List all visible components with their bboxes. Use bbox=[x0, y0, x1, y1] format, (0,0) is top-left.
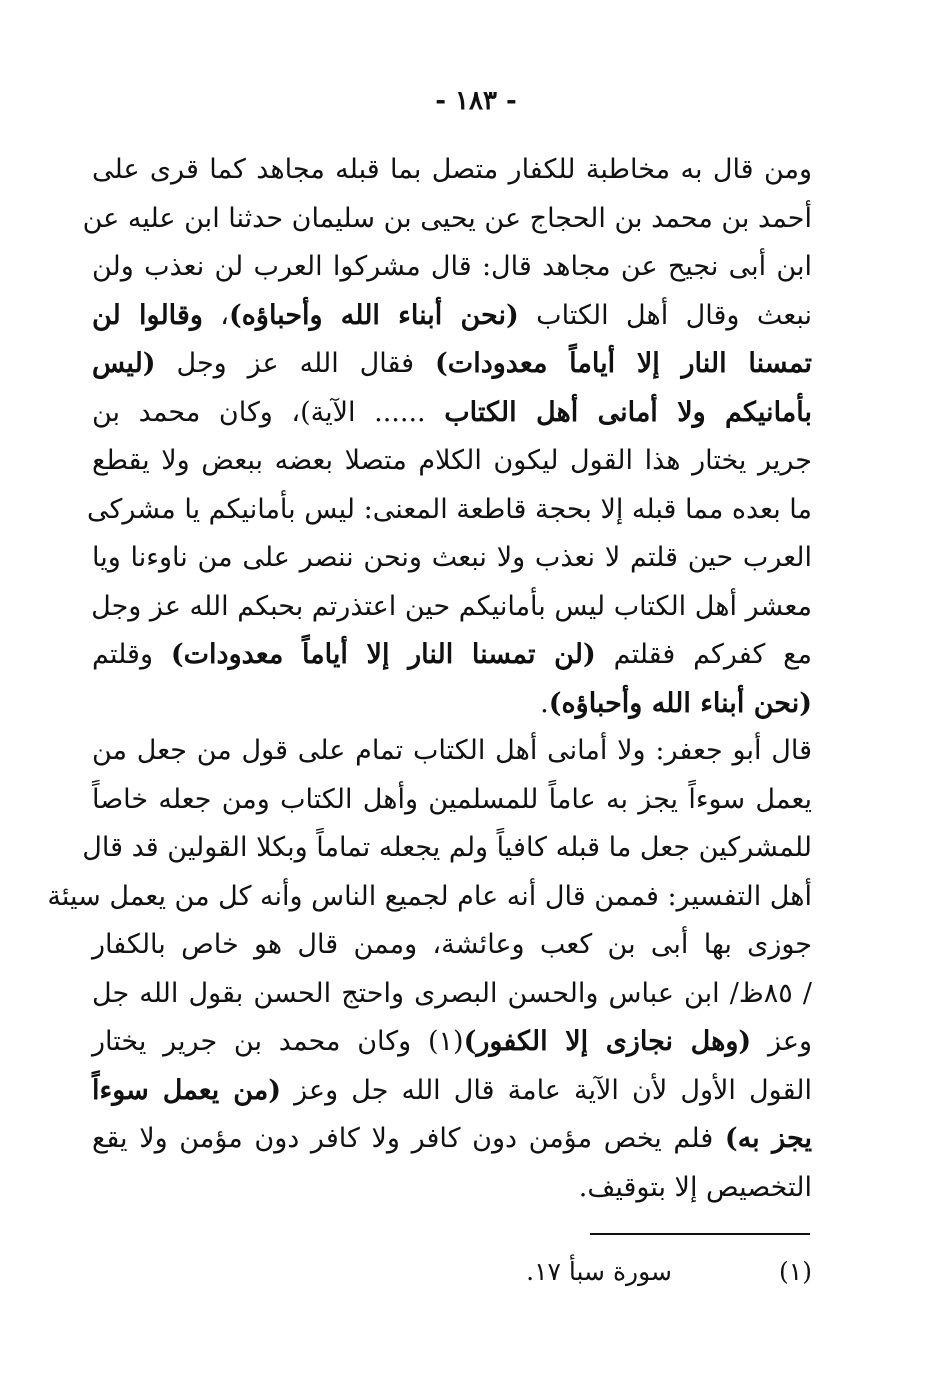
bold-quote-segment: (نحن أبناء الله وأحباؤه) bbox=[229, 299, 519, 331]
bold-quote-segment: بأمانيكم ولا أمانى أهل الكتاب bbox=[444, 396, 813, 428]
text-line bbox=[92, 437, 812, 486]
text-segment: أهل التفسير: فممن قال أنه عام لجميع الناس وأنه كل من يعمل سيئة bbox=[47, 880, 812, 912]
text-segment: ...... الآية)، وكان محمد بن bbox=[92, 396, 445, 428]
text-line bbox=[82, 824, 812, 873]
bold-quote-segment: يجز به) bbox=[724, 1123, 813, 1154]
footnote-number: (١) bbox=[779, 1257, 812, 1286]
bold-quote-segment: (وهل نجازى إلا الكفور) bbox=[463, 1026, 752, 1057]
bold-quote-segment: (من يعمل سوءاً bbox=[92, 1074, 282, 1106]
text-segment: التخصيص إلا بتوقيف. bbox=[578, 1171, 812, 1203]
text-line bbox=[92, 631, 812, 680]
text-line bbox=[92, 1018, 812, 1067]
text-segment: جوزى بها أبى بن كعب وعائشة، وممن قال هو خاص بالكفار bbox=[92, 929, 812, 960]
text-line bbox=[92, 921, 812, 970]
bold-quote-segment: (ليس bbox=[92, 348, 156, 379]
text-line bbox=[92, 340, 812, 389]
text-segment: فلم يخص مؤمن دون كافر ولا كافر دون مؤمن ولا يقع bbox=[92, 1123, 725, 1154]
text-line bbox=[86, 486, 812, 535]
text-segment: ، bbox=[202, 299, 229, 331]
text-segment: للمشركين جعل ما قبله كافياً ولم يجعله تماماً وبكلا القولين قد قال bbox=[82, 832, 812, 863]
text-segment: وقلتم bbox=[92, 639, 171, 670]
text-segment: قال أبو جعفر: ولا أمانى أهل الكتاب تمام على قول من جعل من bbox=[92, 735, 812, 766]
bold-quote-segment: (نحن أبناء الله وأحباؤه) bbox=[548, 687, 812, 719]
text-line bbox=[92, 680, 812, 729]
text-segment: (١) وكان محمد بن جرير يختار bbox=[92, 1026, 464, 1057]
text-segment: نبعث وقال أهل الكتاب bbox=[518, 299, 813, 331]
text-line bbox=[92, 243, 812, 292]
text-segment: فقال الله عز وجل bbox=[155, 348, 435, 379]
text-line bbox=[92, 146, 812, 195]
text-line bbox=[92, 1115, 812, 1164]
text-line bbox=[92, 970, 812, 1019]
text-segment: ابن أبى نجيح عن مجاهد قال: قال مشركوا العرب لن نعذب ولن bbox=[92, 251, 812, 282]
text-segment: . bbox=[540, 687, 549, 719]
text-line bbox=[92, 389, 812, 438]
text-segment: / ٨٥ظ/ ابن عباس والحسن البصرى واحتج الحسن بقول الله جل bbox=[92, 977, 812, 1009]
page-number: - ١٨٣ - bbox=[435, 86, 517, 116]
text-segment: ومن قال به مخاطبة للكفار متصل بما قبله مجاهد كما قرى على bbox=[92, 154, 812, 185]
text-segment: ما بعده مما قبله إلا بحجة قاطعة المعنى: ليس بأمانيكم يا مشركى bbox=[86, 493, 812, 525]
text-segment: يعمل سوءاً يجز به عاماً للمسلمين وأهل الكتاب ومن جعله خاصاً bbox=[92, 783, 812, 815]
paragraph-2 bbox=[47, 727, 813, 1212]
text-segment: معشر أهل الكتاب ليس بأمانيكم حين اعتذرتم بحبكم الله عز وجل bbox=[91, 590, 812, 622]
text-segment: مع كفركم فقلتم bbox=[595, 639, 812, 670]
bold-quote-segment: وقالوا لن bbox=[92, 299, 203, 331]
bold-quote-segment: تمسنا النار إلا أياماً معدودات) bbox=[435, 348, 812, 379]
footnote bbox=[500, 1252, 812, 1292]
text-segment: القول الأول لأن الآية عامة قال الله جل وعز bbox=[281, 1074, 812, 1106]
bold-quote-segment: (لن تمسنا النار إلا أياماً معدودات) bbox=[170, 639, 596, 670]
footnote-text: سورة سبأ ١٧. bbox=[526, 1257, 672, 1286]
text-line bbox=[92, 583, 812, 632]
text-line bbox=[92, 1067, 812, 1116]
footnote-separator bbox=[590, 1233, 810, 1235]
text-segment: جرير يختار هذا القول ليكون الكلام متصلا بعضه ببعض ولا يقطع bbox=[92, 445, 812, 476]
text-line bbox=[47, 873, 812, 922]
text-segment: أحمد بن محمد بن الحجاج عن يحيى بن سليمان حدثنا ابن عليه عن bbox=[82, 202, 812, 234]
text-segment: وعز bbox=[751, 1026, 813, 1057]
text-line bbox=[82, 195, 812, 244]
paragraph-1 bbox=[82, 146, 813, 728]
text-line bbox=[92, 1164, 812, 1213]
text-line bbox=[92, 534, 812, 583]
text-line bbox=[92, 727, 812, 776]
text-line bbox=[92, 292, 812, 341]
text-segment: العرب حين قلتم لا نعذب ولا نبعث ونحن ننصر على من ناوءنا ويا bbox=[92, 542, 812, 573]
text-line bbox=[92, 776, 812, 825]
